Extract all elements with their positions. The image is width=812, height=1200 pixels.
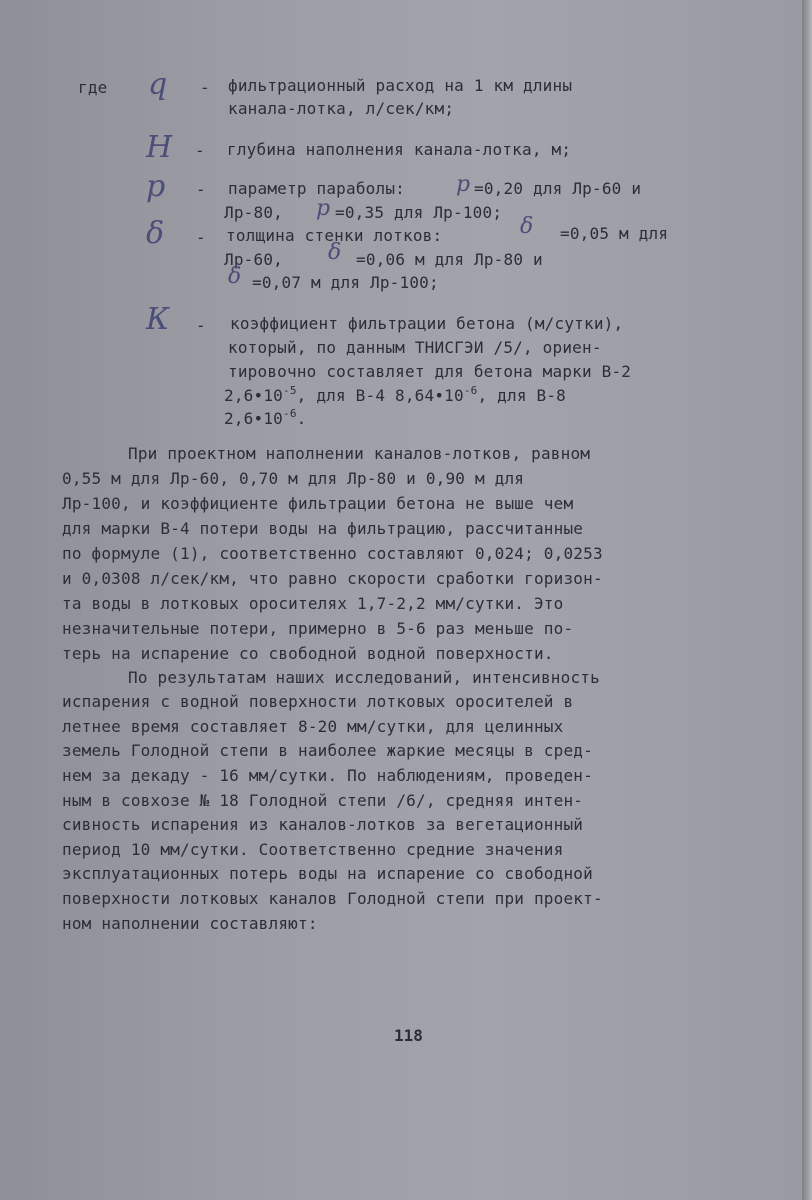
symbol-p-inline-1: p: [456, 172, 471, 197]
def-K-line4-exp2: -6: [463, 384, 478, 397]
dash-p: -: [196, 180, 206, 199]
p2-line: ным в совхозе № 18 Голодной степи /6/, средняя интен-: [62, 791, 584, 810]
p1-line: При проектном наполнении каналов-лотков, равном: [128, 444, 591, 463]
symbol-delta-inline-3: δ: [228, 264, 242, 289]
p2-line: ном наполнении составляют:: [62, 914, 318, 933]
def-K-line4-b: , для В-4 8,64•10: [296, 386, 464, 405]
dash-K: -: [196, 316, 206, 335]
p1-line: та воды в лотковых оросителях 1,7-2,2 мм/сутки. Это: [62, 594, 564, 613]
def-K-line4-c: , для В-8: [477, 386, 566, 405]
def-p-line2a: Лр-80,: [224, 203, 283, 222]
p1-line: по формуле (1), соответственно составляют 0,024; 0,0253: [62, 544, 603, 563]
def-K-line2: который, по данным ТНИСГЭИ /5/, ориен-: [228, 338, 602, 357]
p1-line: для марки В-4 потери воды на фильтрацию, рассчитанные: [62, 519, 584, 538]
dash-q: -: [200, 78, 210, 97]
symbol-delta-inline-2: δ: [328, 240, 342, 265]
where-label: где: [78, 78, 108, 97]
p1-line: Лр-100, и коэффициенте фильтрации бетона не выше чем: [62, 494, 574, 513]
def-p-line1a: параметр параболы:: [228, 179, 405, 198]
def-K-line5: [224, 409, 307, 429]
def-delta-line3b: =0,07 м для Лр-100;: [252, 273, 439, 292]
def-delta-line2b: =0,06 м для Лр-80 и: [356, 250, 543, 269]
p2-line: земель Голодной степи в наиболее жаркие месяцы в сред-: [62, 741, 593, 760]
page-edge-shadow: [802, 0, 812, 1200]
def-K-line1: коэффициент фильтрации бетона (м/сутки),: [230, 314, 624, 333]
def-K-line4-exp1: -5: [283, 384, 297, 397]
symbol-K: К: [146, 302, 170, 337]
symbol-p-inline-2: p: [316, 196, 331, 221]
p2-line: поверхности лотковых каналов Голодной степи при проект-: [62, 889, 603, 908]
def-delta-line1a: толщина стенки лотков:: [226, 226, 443, 245]
p1-line: и 0,0308 л/сек/км, что равно скорости сработки горизон-: [62, 569, 603, 588]
def-delta-line2a: Лр-60,: [224, 250, 283, 269]
def-q-line1: фильтрационный расход на 1 км длины: [228, 76, 573, 95]
symbol-delta: δ: [146, 216, 165, 251]
def-K-line5-a: 2,6•10: [224, 409, 283, 428]
p2-line: нем за декаду - 16 мм/сутки. По наблюдениям, проведен-: [62, 766, 593, 785]
dash-delta: -: [196, 228, 206, 247]
p1-line: незначительные потери, примерно в 5-6 раз меньше по-: [62, 619, 574, 638]
p2-line: летнее время составляет 8-20 мм/сутки, для целинных: [62, 717, 564, 736]
symbol-delta-inline-1: δ: [520, 214, 534, 239]
symbol-p: p: [146, 169, 166, 204]
def-H-line1: глубина наполнения канала-лотка, м;: [227, 140, 572, 159]
p2-line: период 10 мм/сутки. Соответственно средние значения: [62, 840, 564, 859]
page-number: 118: [394, 1026, 423, 1045]
def-K-line3: тировочно составляет для бетона марки В-2: [228, 362, 632, 381]
dash-H: -: [195, 141, 205, 160]
p2-line: эксплуатационных потерь воды на испарение со свободной: [62, 864, 593, 883]
def-p-line1b: =0,20 для Лр-60 и: [474, 179, 642, 198]
def-K-line5-b: .: [296, 409, 307, 428]
symbol-H: Н: [146, 130, 173, 165]
symbol-q: q: [148, 67, 168, 102]
def-delta-line1b: =0,05 м для: [560, 224, 669, 243]
p2-line: испарения с водной поверхности лотковых оросителей в: [62, 692, 574, 711]
p1-line: терь на испарение со свободной водной поверхности.: [62, 644, 554, 663]
p2-line: сивность испарения из каналов-лотков за вегетационный: [62, 815, 584, 834]
def-K-line4: [224, 386, 566, 406]
def-q-line2: канала-лотка, л/сек/км;: [228, 99, 455, 118]
p2-line: По результатам наших исследований, интенсивность: [128, 668, 600, 687]
p1-line: 0,55 м для Лр-60, 0,70 м для Лр-80 и 0,90 м для: [62, 469, 525, 488]
def-p-line2b: =0,35 для Лр-100;: [335, 203, 503, 222]
def-K-line4-a: 2,6•10: [224, 386, 283, 405]
def-K-line5-exp: -6: [283, 407, 297, 420]
